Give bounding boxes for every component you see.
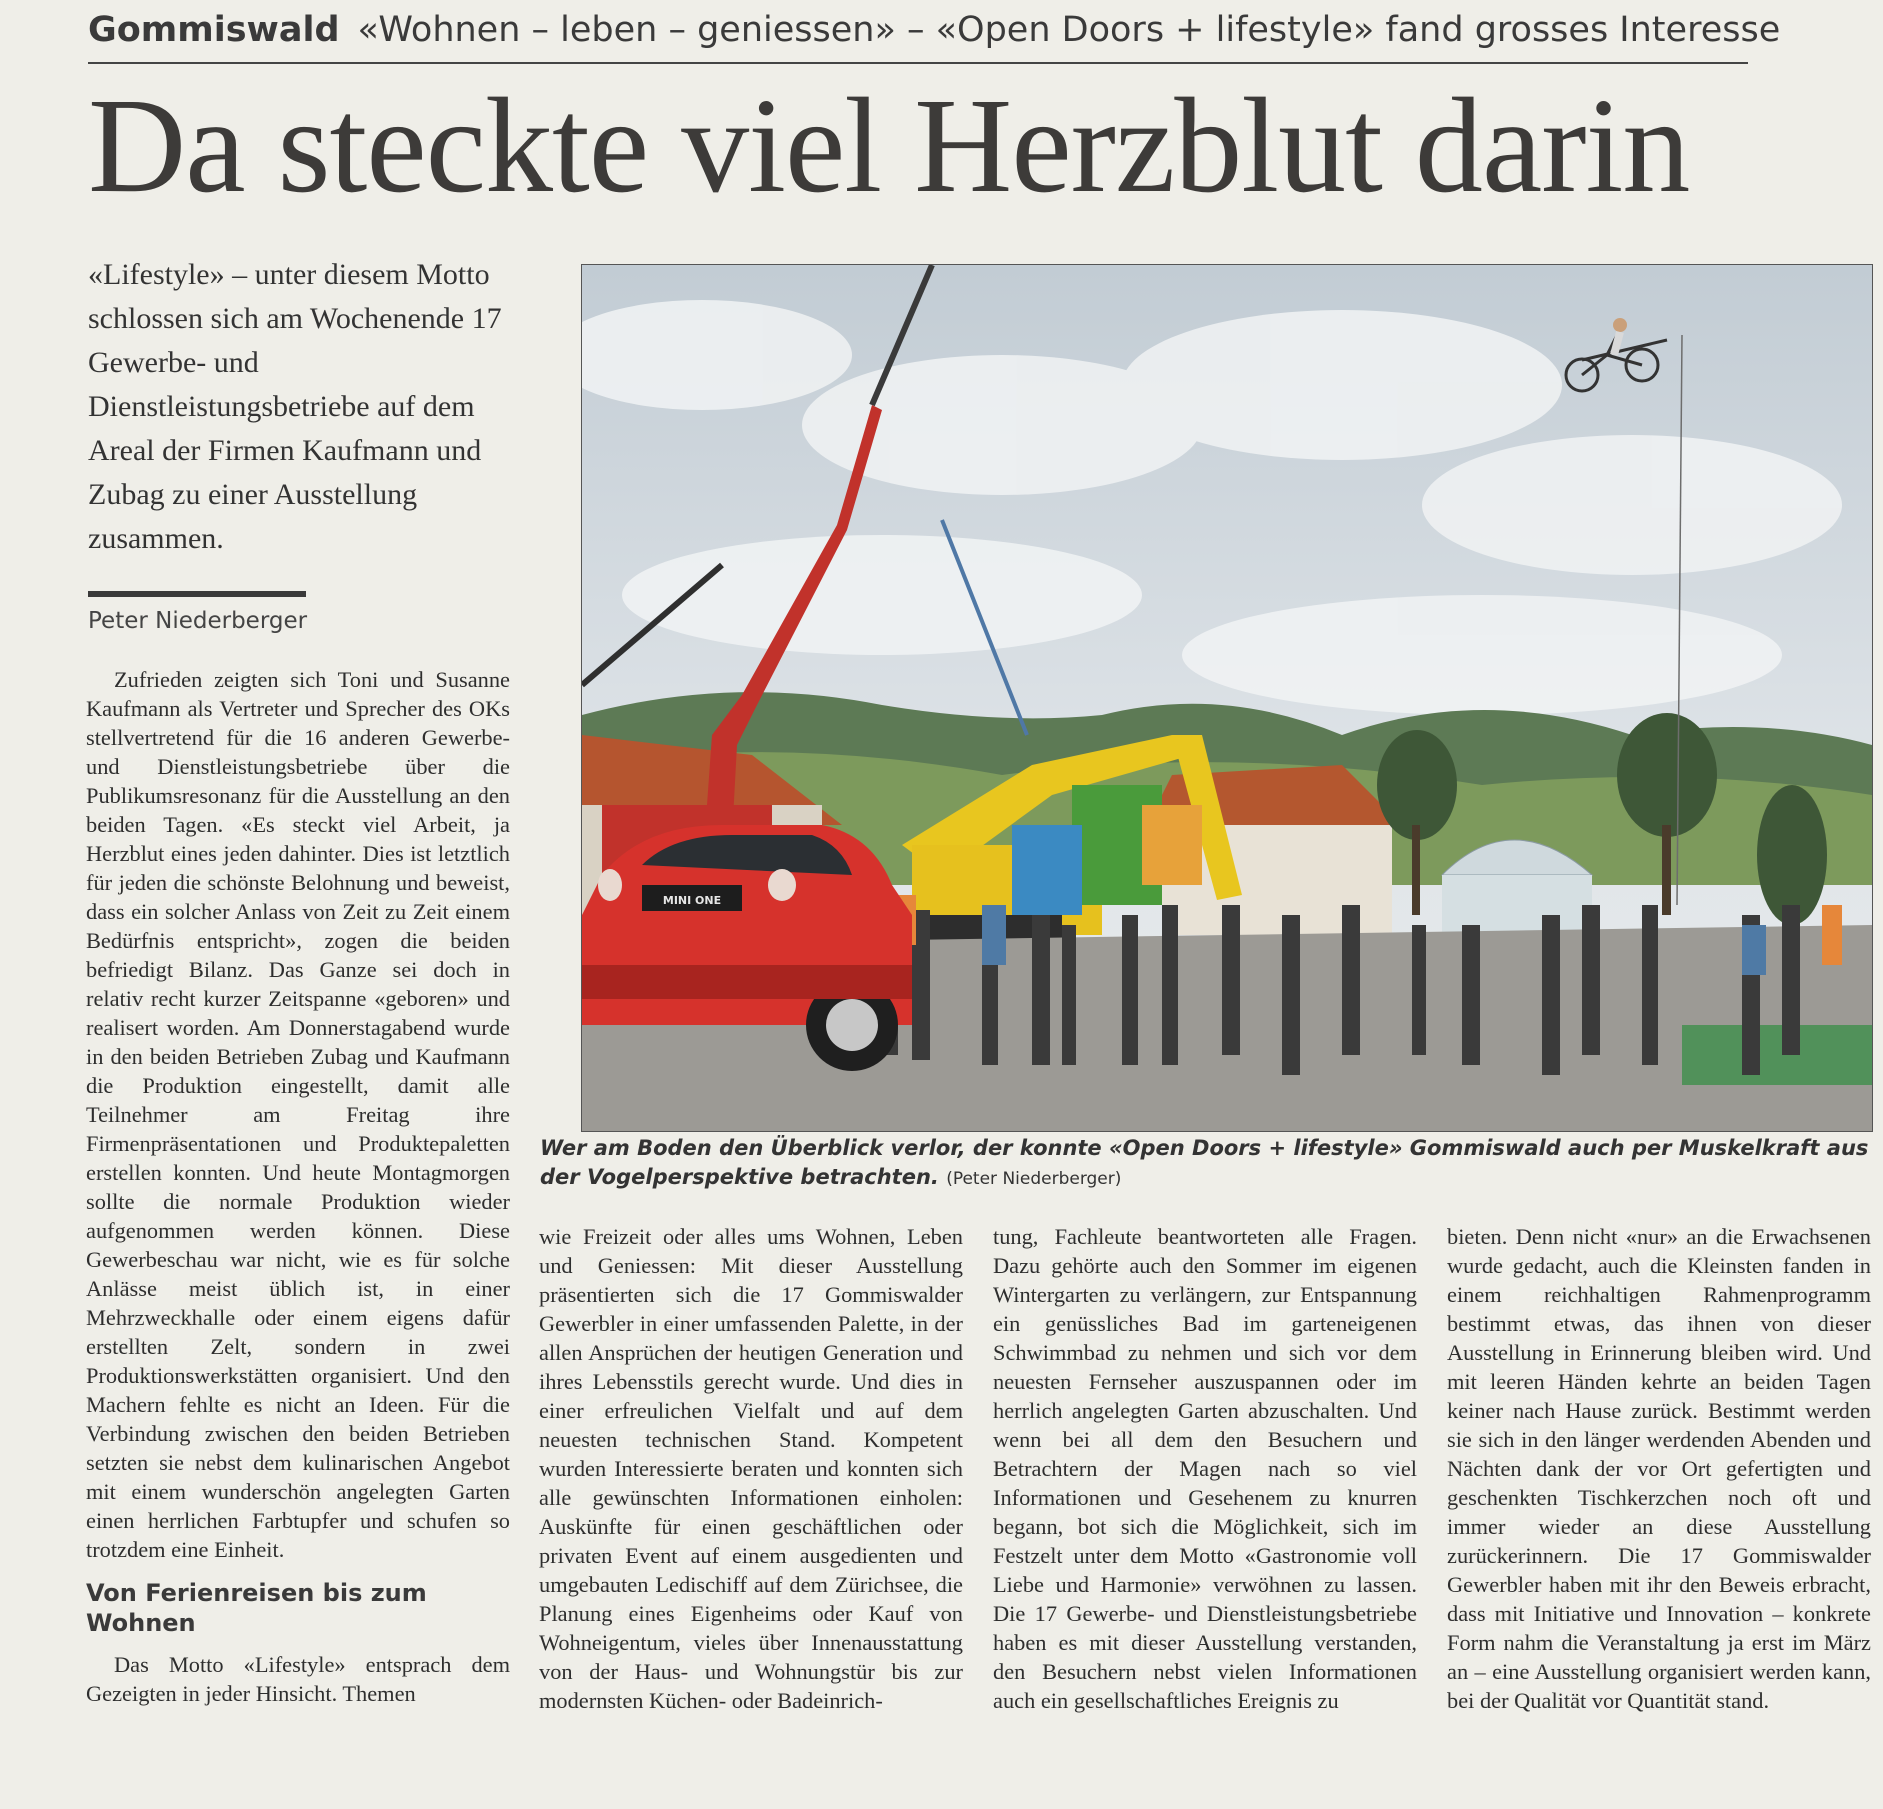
subheading: Von Ferienreisen bis zum Wohnen: [86, 1579, 427, 1637]
body-paragraph: tung, Fachleute beantworteten alle Fragen. Dazu gehörte auch den Sommer im eigenen Wintergarten zu verlängern, zur Entspannung ein genüssliches Bad im garteneigenen Schwimmbad zu nehmen und sich vor dem neuesten Fernseher auszuspannen oder im herrlich angelegten Garten abzuschalten. Und wenn bei all dem den Besuchern und Betrachtern der Magen nach so viel Informationen und Gesehenem zu knurren begann, bot sich die Möglichkeit, sich im Festzelt unter dem Motto «Gastronomie voll Liebe und Harmonie» verwöhnen zu lassen. Die 17 Gewerbe- und Dienstleistungsbetriebe haben es mit dieser Ausstellung verstanden, den Besuchern nebst vielen Informationen auch ein gesellschaftliches Ereignis zu: [993, 1224, 1417, 1713]
author-rule: [88, 591, 306, 597]
car-plate: MINI ONE: [662, 894, 722, 907]
caption-text: Wer am Boden den Überblick verlor, der konnte «Open Doors + lifestyle» Gommiswald auch per Muskelkraft aus der Vogelperspektive betrachten.: [540, 1136, 1869, 1189]
headline: Da steckte viel Herzblut darin: [88, 71, 1690, 221]
photo-illustration: [582, 265, 1872, 1131]
kicker-place: Gommiswald: [88, 10, 340, 50]
body-paragraph: Zufrieden zeigten sich Toni und Susanne Kaufmann als Vertreter und Sprecher des OKs stellvertretend für die 16 anderen Gewerbe- und Dienstleistungsbetriebe über die Publikumsresonanz für die Ausstellung an den beiden Tagen. «Es steckt viel Arbeit, ja Herzblut eines jeden dahinter. Dies ist letztlich für jeden die schönste Belohnung und beweist, dass ein solcher Anlass von Zeit zu Zeit einem Bedürfnis entspricht», zogen die beiden befriedigt Bilanz. Das Ganze sei doch in relativ recht kurzer Zeitspanne «geboren» und realisert worden. Am Donnerstagabend wurde in den beiden Betrieben Zubag und Kaufmann die Produktion eingestellt, damit alle Teilnehmer am Freitag ihre Firmenpräsentationen und Produktepaletten erstellen konnten. Und heute Montagmorgen sollte die normale Produktion wieder aufgenommen werden können. Diese Gewerbeschau war nicht, wie es für solche Anlässe meist üblich ist, in einer Mehrzweckhalle oder einem eigens dafür erstellten Zelt, sondern in zwei Produktionswerkstätten organisiert. Und den Machern fehlte es nicht an Ideen. Für die Verbindung zwischen den beiden Betrieben setzten sie nebst dem kulinarischen Angebot mit einem wunderschön angelegten Garten einen herrlichen Farbtupfer und schufen so trotzdem eine Einheit.: [86, 667, 510, 1562]
author-byline: Peter Niederberger: [88, 608, 308, 634]
lead-paragraph: «Lifestyle» – unter diesem Motto schlossen sich am Wochenende 17 Gewerbe- und Dienstleistungsbetriebe auf dem Areal der Firmen Kaufmann und Zubag zu einer Ausstellung zusammen.: [88, 258, 502, 555]
photo-credit: (Peter Niederberger): [946, 1169, 1122, 1189]
body-column-3: [993, 1222, 1417, 1715]
body-column-4: [1447, 1222, 1871, 1715]
photo-caption: [540, 1134, 1870, 1194]
kicker-rule: [88, 62, 1748, 64]
body-paragraph: Das Motto «Lifestyle» entsprach dem Gezeigten in jeder Hinsicht. Themen: [86, 1652, 510, 1706]
body-column-1: [86, 665, 510, 1708]
article-kicker: [88, 10, 1781, 50]
article-photo: [581, 264, 1873, 1132]
body-paragraph: bieten. Denn nicht «nur» an die Erwachsenen wurde gedacht, auch die Kleinsten fanden in einem reichhaltigen Rahmenprogramm bestimmt etwas, das ihnen von dieser Ausstellung in Erinnerung bleiben wird. Und mit leeren Händen kehrte an beiden Tagen keiner nach Hause zurück. Bestimmt werden sie sich in den länger werdenden Abenden und Nächten dank der vor Ort gefertigten und geschenkten Tischkerzchen noch oft und immer wieder an diese Ausstellung zurückerinnern. Die 17 Gommiswalder Gewerbler haben mit ihr den Beweis erbracht, dass mit Initiative und Innovation – konkrete Form nahm die Veranstaltung ja erst im März an – eine Ausstellung organisiert werden kann, bei der Qualität vor Quantität stand.: [1447, 1224, 1871, 1713]
kicker-text: «Wohnen – leben – geniessen» – «Open Doors + lifestyle» fand grosses Interesse: [357, 10, 1781, 50]
body-column-2: [539, 1222, 963, 1715]
body-paragraph: wie Freizeit oder alles ums Wohnen, Leben und Geniessen: Mit dieser Ausstellung präsentierten sich die 17 Gommiswalder Gewerbler in einer umfassenden Palette, in der allen Ansprüchen der heutigen Generation und ihres Lebensstils gerecht wurde. Und dies in einer erfreulichen Vielfalt und auf dem neuesten technischen Stand. Kompetent wurden Interessierte beraten und konnten sich alle gewünschten Informationen einholen: Auskünfte für einen geschäftlichen oder privaten Event auf einem ausgedienten und umgebauten Ledischiff auf dem Zürichsee, die Planung eines Eigenheims oder Kauf von Wohneigentum, vieles über Innenausstattung von der Haus- und Wohnungstür bis zur modernsten Küchen- oder Badeinrich-: [539, 1224, 963, 1713]
